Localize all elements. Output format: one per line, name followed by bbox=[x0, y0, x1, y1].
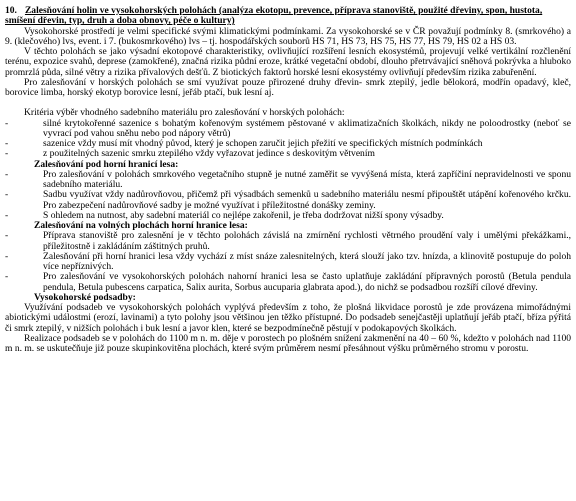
list-item: - Sadbu využívat vždy nadůrovňovou, přičemž při výsadbách semenků u sadebního materiálu nesmí připouštět utápění kořenového krčku. Pro zabezpečení nadůrovňové sadby je možné využívat i příležitostné donášky zeminy. bbox=[5, 189, 571, 211]
list-item: - Pro zalesňování ve vysokohorských polohách nahorní hranici lesa se často uplatňuje zakládání přípravných porostů (Betula pendula pendula, Betula pubescens carpatica, Salix aurita, Sorbus aucuparia glabrata apod.), do nichž se podsadbou rozšíří cílové dřeviny. bbox=[5, 271, 571, 293]
list-item: - silné krytokořenné sazenice s bohatým kořenovým systémem pěstované v aklimatizačních školkách, nikdy ne poloodrostky (neboť se vyvrací pod vahou sněhu nebo pod nápory větrů) bbox=[5, 117, 571, 139]
ecotope-paragraph: V těchto polohách se jako výsadní ekotopové charakteristiky, ovlivňující rozšíření lesních ekosystémů, projevují velké vertikální rozčlenění terénu, expozice svahů, deprese (zamokřené), značná rizika půdní eroze, krátké vegetační období, dlouho přetrvávající sněhová pokrývka a hluboko promrzlá půda, silné větry a rizika přívalových dešťů. Z biotických faktorů horské lesní ekosystémy ovlivňují především rizika zabuřenění. bbox=[5, 46, 571, 78]
list-item: - Zalesňování při horní hranici lesa vždy vychází z míst snáze zalesnitelných, která slouží jako tzv. hnízda, a klinovitě postupuje do poloh více nepříznivých. bbox=[5, 250, 571, 272]
subheading-underplanting: Vysokohorské podsadby: bbox=[34, 291, 136, 303]
criteria-intro: Kritéria výběr vhodného sadebního materiálu pro zalesňování v horských polohách: bbox=[24, 107, 345, 119]
species-paragraph: Pro zalesňování v horských polohách se smí využívat pouze přirozené druhy dřevin- smrk ztepilý, jedle bělokorá, modřín opadavý, kleč, borovice limba, horský ekotyp borovice lesní, jeřáb ptačí, buk lesní aj. bbox=[5, 76, 571, 98]
subheading-treeline: Zalesňování na volných plochách horní hranice lesa: bbox=[34, 220, 248, 231]
subheading-below-treeline: Zalesňování pod horní hranicí lesa: bbox=[34, 158, 179, 170]
list-item: - Pro zalesňování v polohách smrkového vegetačního stupně je nutné zaměřit se vyvýšená místa, která zapříčiní nepravidelnosti ve sponu sadebního materiálu. bbox=[5, 168, 571, 190]
document bbox=[5, 6, 571, 354]
list-item: - Příprava stanoviště pro zalesnění je v těchto polohách závislá na zmírnění rychlosti větrného proudění valy i umělými překážkami., příležitostně i zakládáním záštitných pruhů. bbox=[5, 230, 571, 252]
section-number: 10. bbox=[5, 5, 17, 16]
underplanting-altitude-paragraph: Realizace podsadeb se v polohách do 1100 m n. m. děje v porostech po plošném snížení zakmenění na 40 – 60 %, kdežto v polohách nad 1100 m n. m. se uskutečňuje již pouze skupinkovitěna plochách, které svým průměrem nesmí přesáhnout výšku průměrného stromu v porostu. bbox=[5, 332, 571, 354]
list-item: - S ohledem na nutnost, aby sadební materiál co nejlépe zakořenil, je třeba dodržovat nižší spony výsadby. bbox=[5, 209, 444, 221]
list-item: - z použitelných sazenic smrku ztepilého vždy vyřazovat jedince s deskovitým větvením bbox=[5, 148, 375, 160]
list-item: - sazenice vždy musí mít vhodný původ, který je schopen zaručit jejich přežití ve specifických místních podmínkách bbox=[5, 138, 483, 149]
underplanting-paragraph: Využívání podsadeb ve vysokohorských polohách vyplývá především z toho, že plošná likvidace porostů je zde provázena mimořádnými abiotickými událostmi (erozí, lavinami) a tyto polohy jsou většinou jen těžko přístupné. Do podsadeb senejčastěji uplatňují jeřáb ptačí, bříza pýřitá či smrk ztepilý, v nižších polohách i buk lesní a javor klen, které se bezpodmínečně pěstují v podokapových školkách. bbox=[5, 302, 571, 334]
section-title-text: Zalesňování holin ve vysokohorských polohách (analýza ekotopu, prevence, příprava stanoviště, použité dřeviny, spon, hustota, smíšení dřevin, typ, druh a doba obnovy, péče o kultury) bbox=[5, 5, 543, 27]
section-title bbox=[5, 6, 571, 27]
intro-paragraph: Vysokohorské prostředí je velmi specifické svými klimatickými podmínkami. Za vysokohorské se v ČR považují podmínky 8. (smrkového) a 9. (klečového) lvs, event. i 7. (bukosmrkového) lvs – tj. hospodářských souborů HS 71, HS 73, HS 75, HS 77, HS 79, HS 02 a HS 03. bbox=[5, 25, 571, 47]
